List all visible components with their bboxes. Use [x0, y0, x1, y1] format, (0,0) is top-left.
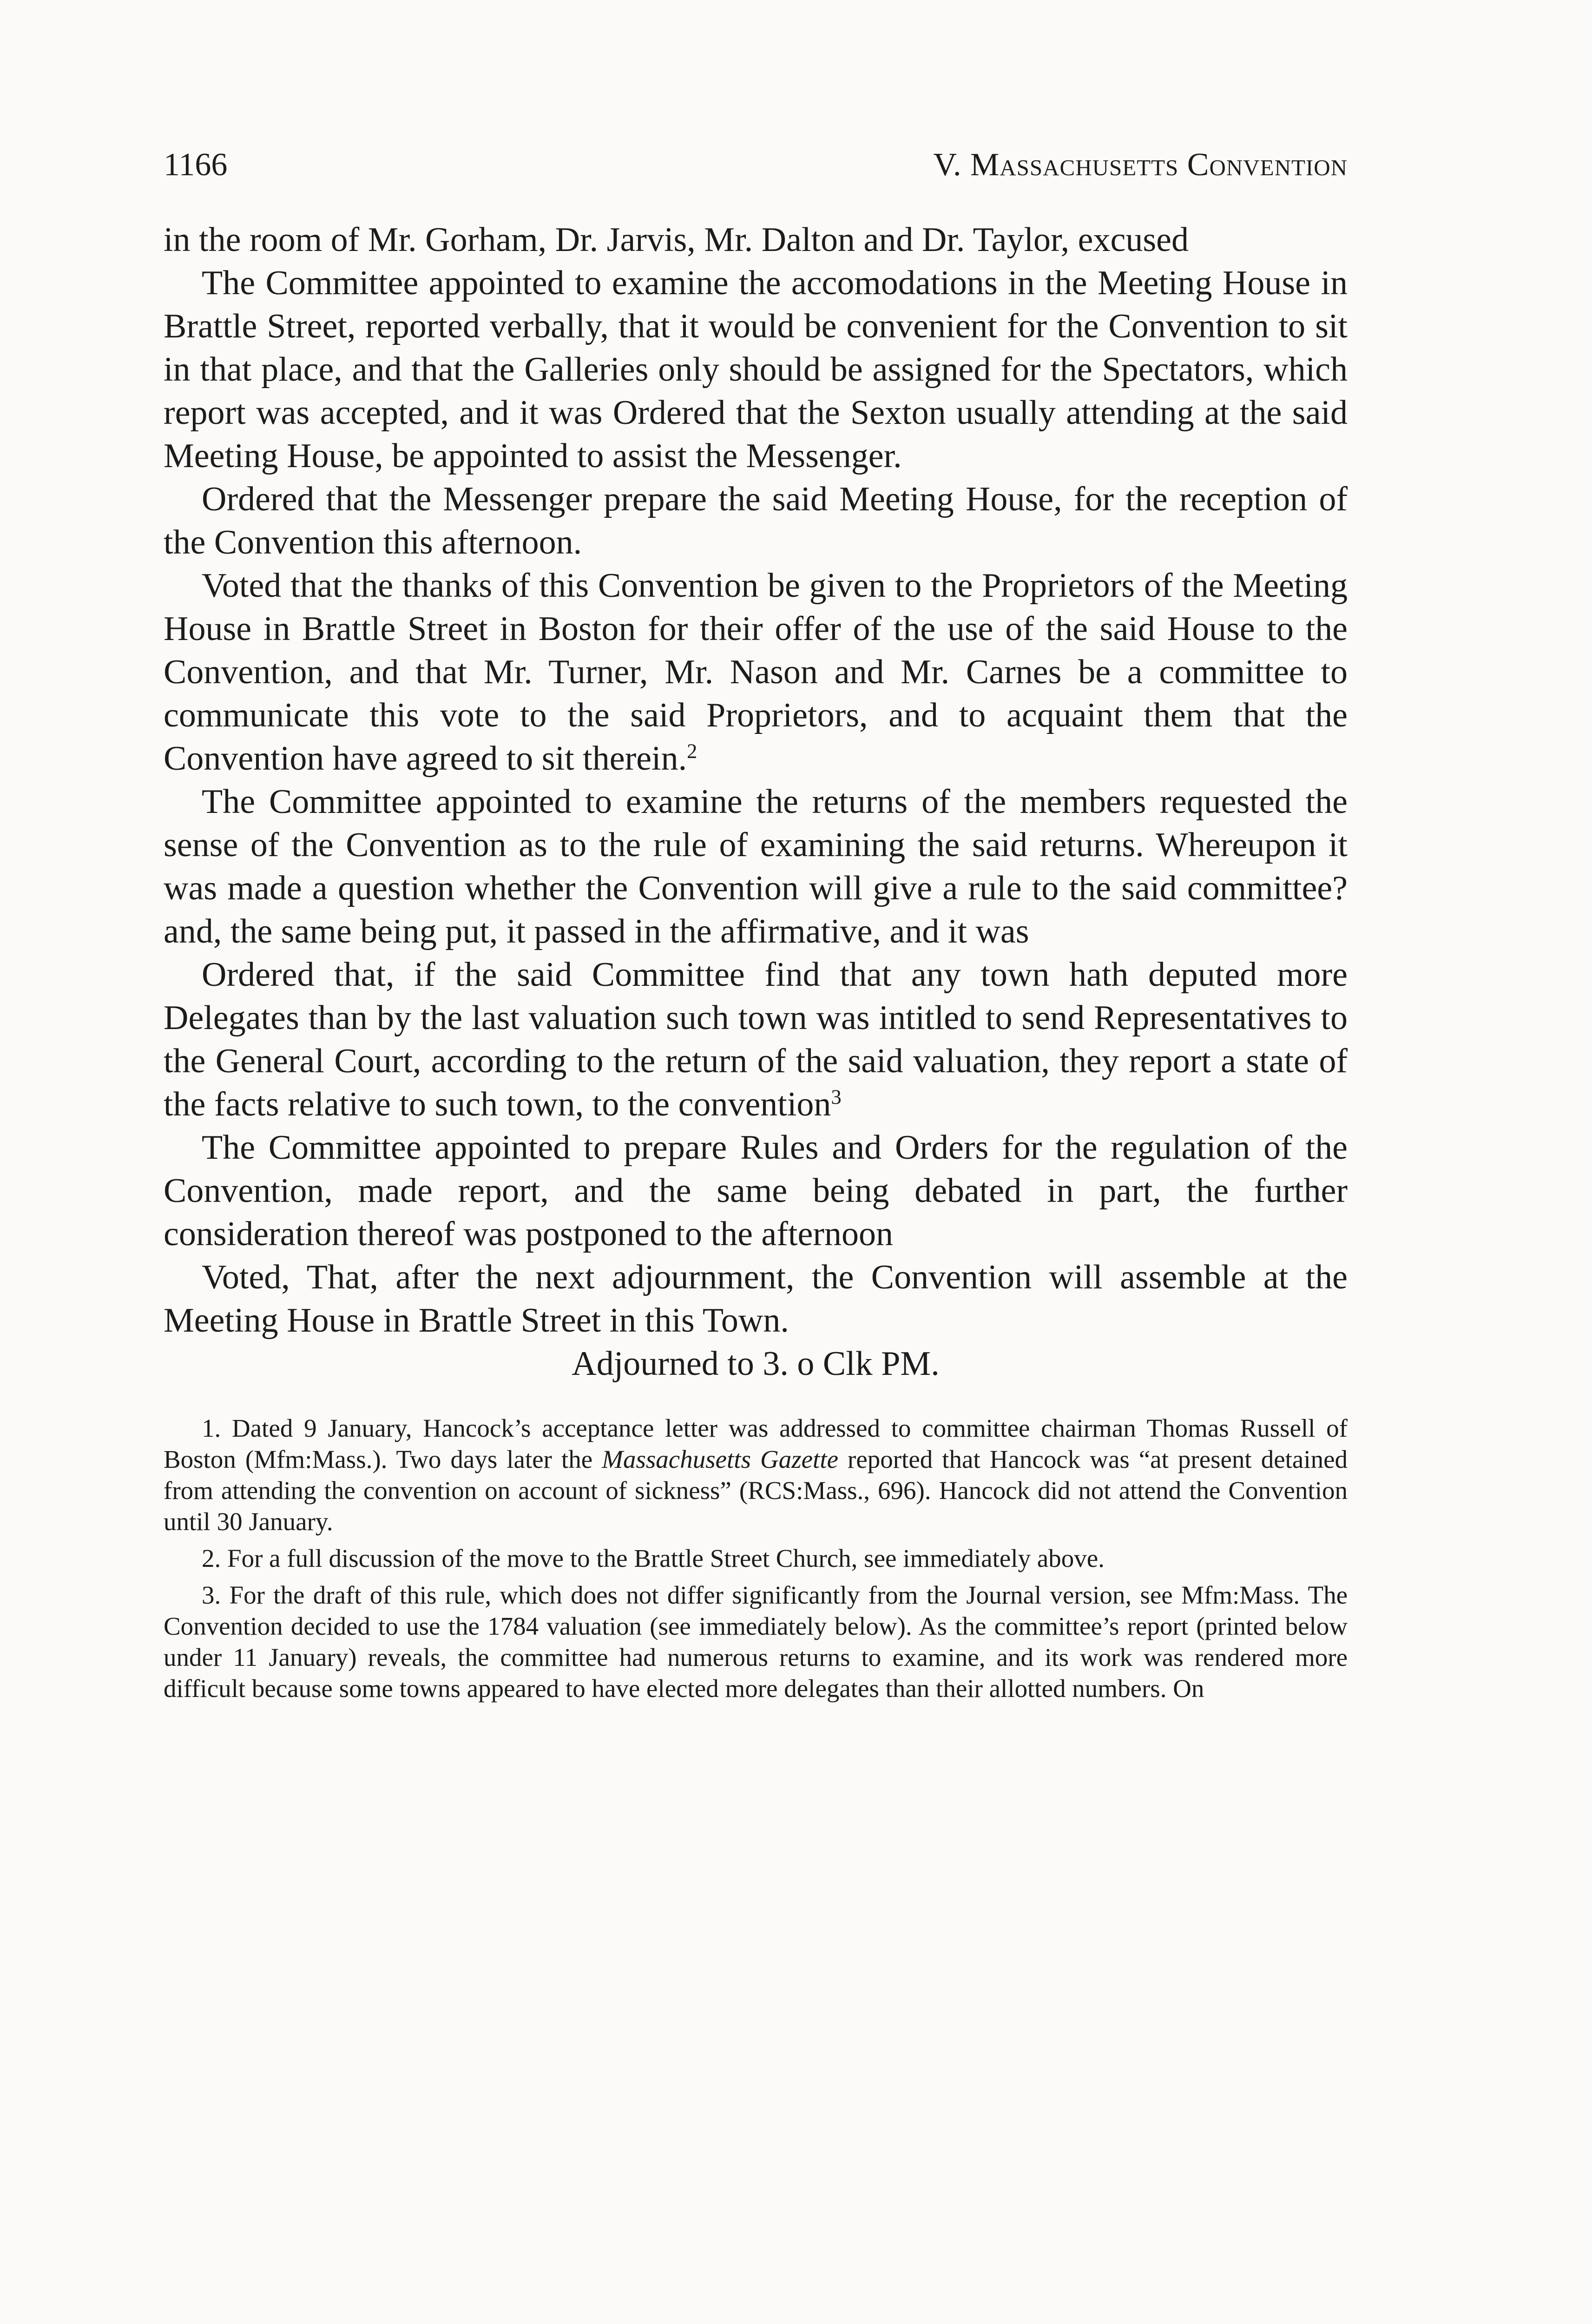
paragraph: The Committee appointed to prepare Rules and Orders for the regulation of the Convention, made report, and the same being debated in part, the further consideration thereof was postponed to the afternoon	[164, 1129, 1348, 1253]
paragraph: in the room of Mr. Gorham, Dr. Jarvis, Mr. Dalton and Dr. Taylor, excused	[164, 221, 1189, 259]
running-head	[164, 139, 1348, 191]
footnote-3: 3. For the draft of this rule, which does not differ significantly from the Journal version, see Mfm:Mass. The Convention decided to use the 1784 valuation (see immediately below). As the committee’s report (printed below under 11 January) reveals, the committee had numerous returns to examine, and its work was rendered more difficult because some towns appeared to have elected more delegates than their allotted numbers. On	[164, 1581, 1348, 1703]
paragraph: The Committee appointed to examine the returns of the members requested the sense of the Convention as to the rule of examining the said returns. Whereupon it was made a question whether the Convention will give a rule to the said committee? and, the same being put, it passed in the affirmative, and it was	[164, 783, 1348, 951]
newspaper-title: Massachusetts Gazette	[602, 1445, 839, 1473]
footnote-ref[interactable]: 2	[687, 739, 697, 763]
adjournment-line: Adjourned to 3. o Clk PM.	[572, 1345, 940, 1383]
book-page	[164, 139, 1348, 1710]
journal-text	[164, 218, 1348, 1386]
paragraph	[164, 564, 1348, 780]
footnotes	[164, 1413, 1348, 1704]
footnote-text: reported that Hancock was “at present detained from attending the convention on account of sickness” (RCS:Mass., 696). Hancock did not attend the Convention until 30 January.	[164, 1445, 1348, 1536]
section-title: V. Massachusetts Convention	[933, 147, 1348, 183]
footnote-2: 2. For a full discussion of the move to the Brattle Street Church, see immediately above.	[202, 1544, 1105, 1572]
paragraph: Voted, That, after the next adjournment, the Convention will assemble at the Meeting House in Brattle Street in this Town.	[164, 1258, 1348, 1340]
page-number: 1166	[164, 147, 228, 183]
paragraph-text: Ordered that, if the said Committee find that any town hath deputed more Delegates than by the last valuation such town was intitled to send Representatives to the General Court, according to the return of the said valuation, they report a state of the facts relative to such town, to the convention	[164, 956, 1348, 1123]
footnote-1	[164, 1413, 1348, 1537]
paragraph-text: Voted that the thanks of this Convention be given to the Proprietors of the Meeting House in Brattle Street in Boston for their offer of the use of the said House to the Convention, and that Mr. Turner, Mr. Nason and Mr. Carnes be a committee to communicate this vote to the said Proprietors, and to acquaint them that the Convention have agreed to sit therein.	[164, 567, 1348, 778]
footnote-text: 1. Dated 9 January, Hancock’s acceptance letter was addressed to committee chairman Thomas Russell of Boston (Mfm:Mass.). Two days later the	[164, 1414, 1348, 1473]
footnote-ref[interactable]: 3	[831, 1085, 842, 1109]
paragraph	[164, 953, 1348, 1126]
paragraph: The Committee appointed to examine the accomodations in the Meeting House in Brattle Street, reported verbally, that it would be convenient for the Convention to sit in that place, and that the Galleries only should be assigned for the Spectators, which report was accepted, and it was Ordered that the Sexton usually attending at the said Meeting House, be appointed to assist the Messenger.	[164, 264, 1348, 475]
paragraph: Ordered that the Messenger prepare the said Meeting House, for the reception of the Convention this afternoon.	[164, 480, 1348, 561]
